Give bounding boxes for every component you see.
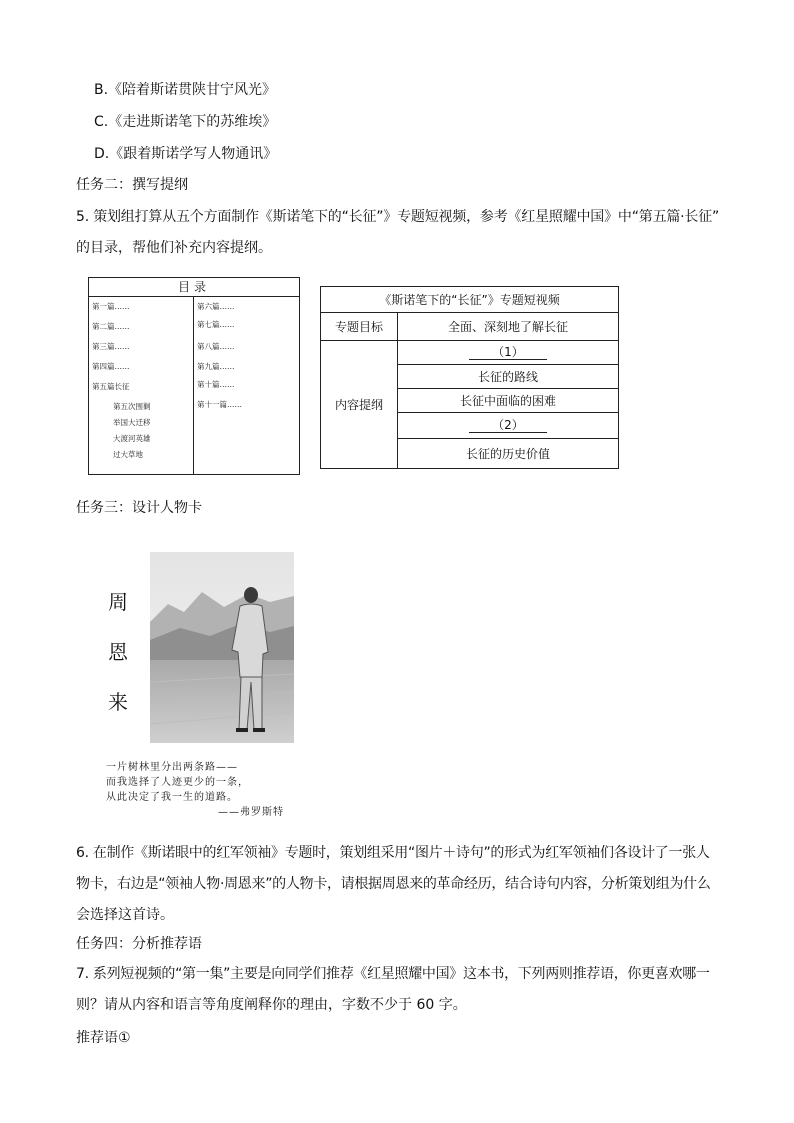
video-table-title: 《斯诺笔下的“长征”》专题短视频 bbox=[321, 287, 619, 313]
name-char: 恩 bbox=[108, 640, 128, 664]
portrait-photo bbox=[150, 552, 294, 743]
name-char: 周 bbox=[108, 590, 128, 614]
option-d: D.《跟着斯诺学写人物通讯》 bbox=[94, 146, 278, 162]
poem-author: ——弗罗斯特 bbox=[218, 807, 284, 818]
task4-heading: 任务四：分析推荐语 bbox=[76, 936, 202, 952]
question-6-line1: 6. 在制作《斯诺眼中的红军领袖》专题时，策划组采用“图片＋诗句”的形式为红军领袖们各设计了一张人 bbox=[76, 845, 710, 861]
goal-label: 专题目标 bbox=[321, 313, 398, 341]
toc-entry: 第七篇…… bbox=[197, 320, 235, 329]
option-b: B.《陪着斯诺贯陕甘宁风光》 bbox=[94, 82, 277, 98]
question-6-line3: 会选择这首诗。 bbox=[76, 907, 174, 923]
toc-entry: 第八篇…… bbox=[197, 342, 235, 351]
outline-row: 长征的路线 bbox=[398, 365, 619, 389]
toc-entry: 第三篇…… bbox=[92, 342, 130, 351]
table-of-contents bbox=[88, 277, 300, 475]
toc-entry: 第九篇…… bbox=[197, 362, 235, 371]
toc-subentry: 过大草地 bbox=[113, 450, 143, 459]
goal-value: 全面、深刻地了解长征 bbox=[398, 313, 619, 341]
toc-entry: 第六篇…… bbox=[197, 302, 235, 311]
question-6-line2: 物卡，右边是“领袖人物·周恩来”的人物卡，请根据周恩来的革命经历，结合诗句内容，分析策划组为什么 bbox=[76, 876, 711, 892]
toc-title: 目录 bbox=[89, 278, 299, 297]
outline-row: 长征的历史价值 bbox=[398, 439, 619, 469]
poem-line: 从此决定了我一生的道路。 bbox=[106, 792, 238, 803]
blank-1: （1） bbox=[469, 345, 547, 360]
poem-line: 而我选择了人迹更少的一条， bbox=[106, 777, 249, 788]
blank-2: （2） bbox=[469, 418, 547, 433]
toc-entry: 第十一篇…… bbox=[197, 400, 242, 409]
option-c: C.《走进斯诺笔下的苏维埃》 bbox=[94, 114, 277, 130]
name-char: 来 bbox=[108, 690, 128, 714]
toc-subentry: 第五次围剿 bbox=[113, 402, 151, 411]
outline-row: 长征中面临的困难 bbox=[398, 389, 619, 413]
task3-heading: 任务三：设计人物卡 bbox=[76, 500, 202, 516]
question-7-line2: 则？请从内容和语言等角度阐释你的理由，字数不少于 60 字。 bbox=[76, 997, 467, 1013]
toc-entry: 第十篇…… bbox=[197, 380, 235, 389]
toc-entry: 第四篇…… bbox=[92, 362, 130, 371]
outline-label: 内容提纲 bbox=[321, 341, 398, 469]
task2-heading: 任务二：撰写提纲 bbox=[76, 177, 188, 193]
recommendation-label: 推荐语① bbox=[76, 1030, 131, 1046]
question-5-line2: 的目录，帮他们补充内容提纲。 bbox=[76, 240, 272, 256]
toc-subentry: 举国大迁移 bbox=[113, 418, 151, 427]
toc-entry: 第五篇长征 bbox=[92, 382, 130, 391]
question-5-line1: 5. 策划组打算从五个方面制作《斯诺笔下的“长征”》专题短视频，参考《红星照耀中国》中“第五篇·长征” bbox=[76, 209, 720, 225]
question-7-line1: 7. 系列短视频的“第一集”主要是向同学们推荐《红星照耀中国》这本书，下列两则推荐语，你更喜欢哪一 bbox=[76, 966, 710, 982]
toc-subentry: 大渡河英雄 bbox=[113, 434, 151, 443]
toc-entry: 第二篇…… bbox=[92, 322, 130, 331]
poem-line: 一片树林里分出两条路—— bbox=[106, 762, 238, 773]
video-outline-table bbox=[320, 286, 619, 469]
toc-entry: 第一篇…… bbox=[92, 302, 130, 311]
